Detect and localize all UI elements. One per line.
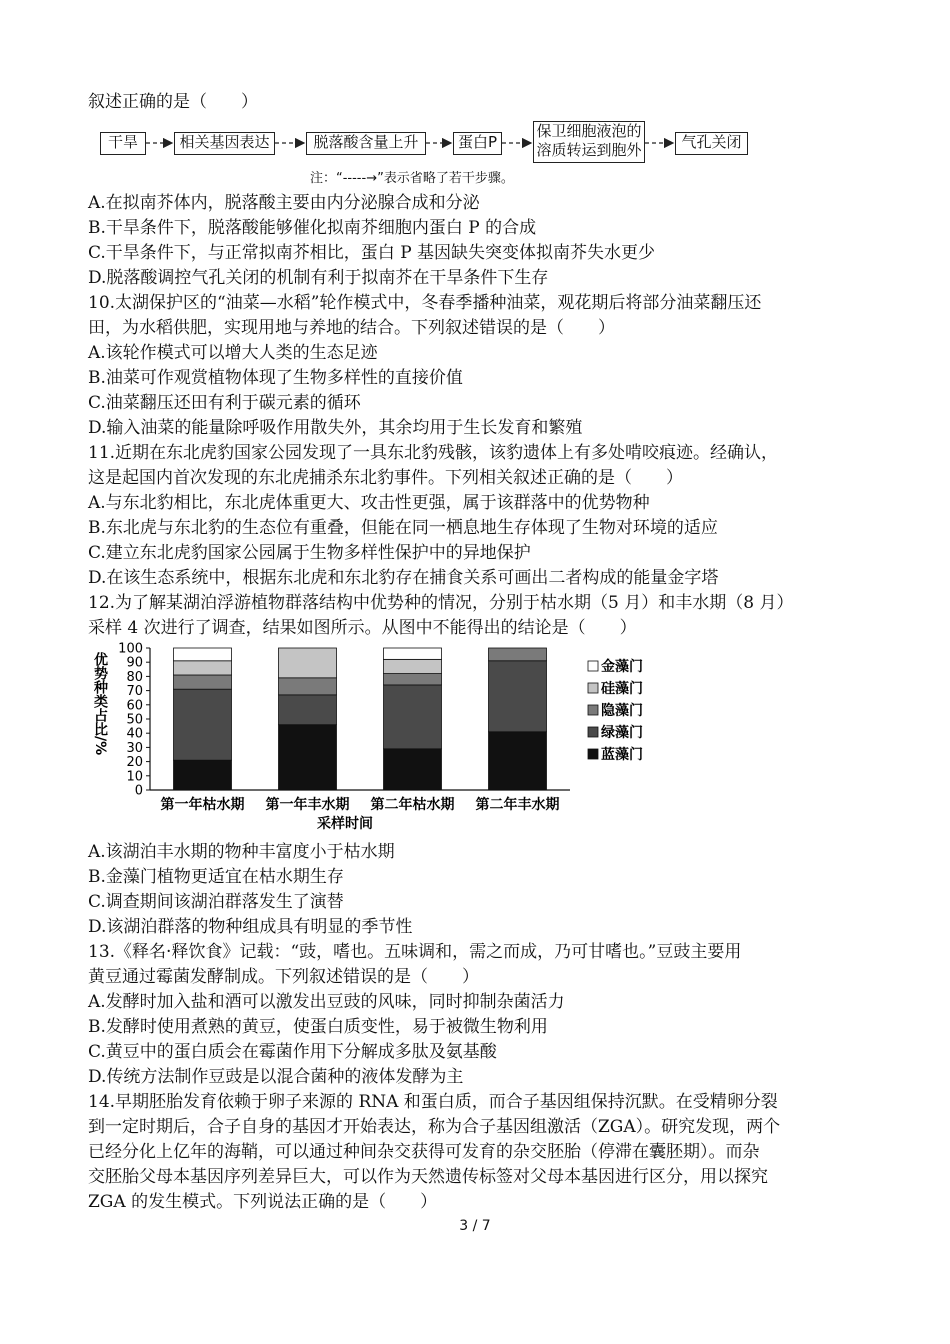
x-category-label: 第二年枯水期 bbox=[370, 797, 455, 813]
q10-option-a: A.该轮作模式可以增大人类的生态足迹 bbox=[88, 343, 378, 363]
q10-option-b: B.油菜可作观赏植物体现了生物多样性的直接价值 bbox=[88, 368, 463, 388]
q11-stem-line2: 这是起国内首次发现的东北虎捕杀东北豹事件。下列相关叙述正确的是（ ） bbox=[88, 468, 683, 488]
q11-option-d: D.在该生态系统中，根据东北虎和东北豹存在捕食关系可画出二者构成的能量金字塔 bbox=[88, 568, 719, 588]
bar-segment bbox=[384, 659, 442, 673]
q9-option-a: A.在拟南芥体内，脱落酸主要由内分泌腺合成和分泌 bbox=[88, 193, 480, 213]
flow-step-protein-p: 蛋白P bbox=[453, 132, 502, 155]
q12-option-b: B.金藻门植物更适宜在枯水期生存 bbox=[88, 867, 344, 887]
q10-option-d: D.输入油菜的能量除呼吸作用散失外，其余均用于生长发育和繁殖 bbox=[88, 418, 583, 438]
bar-segment bbox=[384, 749, 442, 790]
q11-option-a: A.与东北豹相比，东北虎体重更大、攻击性更强，属于该群落中的优势物种 bbox=[88, 493, 650, 513]
legend-swatch bbox=[588, 749, 598, 759]
q14-stem-line2: 到一定时期后，合子自身的基因才开始表达，称为合子基因组激活（ZGA）。研究发现，两个 bbox=[88, 1117, 781, 1137]
flow-step-drought: 干旱 bbox=[100, 132, 146, 155]
q14-stem-line1: 14.早期胚胎发育依赖于卵子来源的 RNA 和蛋白质，而合子基因组保持沉默。在受精卵分裂 bbox=[88, 1092, 778, 1112]
legend-swatch bbox=[588, 661, 598, 671]
page-number: 3 / 7 bbox=[459, 1218, 491, 1234]
y-tick-label: 40 bbox=[126, 726, 143, 742]
q9-option-b: B.干旱条件下，脱落酸能够催化拟南芥细胞内蛋白 P 的合成 bbox=[88, 218, 537, 238]
q13-option-c: C.黄豆中的蛋白质会在霉菌作用下分解成多肽及氨基酸 bbox=[88, 1042, 497, 1062]
x-category-label: 第一年丰水期 bbox=[265, 797, 350, 813]
q11-stem-line1: 11.近期在东北虎豹国家公园发现了一具东北豹残骸，该豹遗体上有多处啃咬痕迹。经确认， bbox=[88, 443, 779, 463]
q11-option-b: B.东北虎与东北豹的生态位有重叠，但能在同一栖息地生存体现了生物对环境的适应 bbox=[88, 518, 718, 538]
y-tick-label: 0 bbox=[134, 783, 143, 799]
flowchart-note: 注：“-----→”表示省略了若干步骤。 bbox=[310, 171, 514, 186]
q9-option-c: C.干旱条件下，与正常拟南芥相比，蛋白 P 基因缺失突变体拟南芥失水更少 bbox=[88, 243, 656, 263]
bar-segment bbox=[279, 648, 337, 678]
q14-stem-line4: 交胚胎父母本基因序列差异巨大，可以作为天然遗传标签对父母本基因进行区分，用以探究 bbox=[88, 1167, 768, 1187]
flow-step-gene-expression: 相关基因表达 bbox=[174, 132, 275, 155]
dominant-species-stacked-bar-chart bbox=[90, 640, 670, 840]
y-axis-label: 优势种类占比/% bbox=[92, 652, 108, 756]
q9-stem-tail: 叙述正确的是（ ） bbox=[88, 92, 258, 112]
bar-segment bbox=[174, 661, 232, 675]
y-tick-label: 70 bbox=[126, 684, 143, 700]
legend-label: 隐藻门 bbox=[601, 703, 643, 719]
q12-option-d: D.该湖泊群落的物种组成具有明显的季节性 bbox=[88, 917, 413, 937]
q14-stem-line5: ZGA 的发生模式。下列说法正确的是（ ） bbox=[88, 1192, 438, 1212]
q12-option-a: A.该湖泊丰水期的物种丰富度小于枯水期 bbox=[88, 842, 395, 862]
legend-label: 绿藻门 bbox=[601, 725, 643, 741]
q12-stem-line2: 采样 4 次进行了调查，结果如图所示。从图中不能得出的结论是（ ） bbox=[88, 618, 637, 638]
flow-step-stomata-close: 气孔关闭 bbox=[675, 132, 748, 155]
bar-segment bbox=[489, 661, 547, 732]
y-tick-label: 30 bbox=[126, 740, 143, 756]
q13-option-b: B.发酵时使用煮熟的黄豆，使蛋白质变性，易于被微生物利用 bbox=[88, 1017, 548, 1037]
q13-stem-line1: 13.《释名·释饮食》记载：“豉，嗜也。五味调和，需之而成，乃可甘嗜也。”豆豉主要用 bbox=[88, 942, 742, 962]
y-tick-label: 60 bbox=[126, 698, 143, 714]
flow-step-aba-rise: 脱落酸含量上升 bbox=[306, 132, 426, 155]
legend-swatch bbox=[588, 727, 598, 737]
x-category-label: 第二年丰水期 bbox=[475, 797, 560, 813]
legend-swatch bbox=[588, 705, 598, 715]
x-axis-label: 采样时间 bbox=[317, 816, 373, 832]
q13-stem-line2: 黄豆通过霉菌发酵制成。下列叙述错误的是（ ） bbox=[88, 967, 479, 987]
y-tick-label: 20 bbox=[126, 755, 143, 771]
y-tick-label: 90 bbox=[126, 655, 143, 671]
legend-label: 硅藻门 bbox=[601, 681, 643, 697]
legend-label: 金藻门 bbox=[601, 659, 643, 675]
q12-stem-line1: 12.为了解某湖泊浮游植物群落结构中优势种的情况，分别于枯水期（5 月）和丰水期（8 月） bbox=[88, 593, 794, 613]
bar-segment bbox=[489, 732, 547, 790]
bar-segment bbox=[489, 648, 547, 661]
y-tick-label: 100 bbox=[118, 641, 143, 657]
q10-stem-line1: 10.太湖保护区的“油菜—水稻”轮作模式中，冬春季播种油菜，观花期后将部分油菜翻压还 bbox=[88, 293, 762, 313]
q13-option-d: D.传统方法制作豆豉是以混合菌种的液体发酵为主 bbox=[88, 1067, 464, 1087]
y-tick-label: 80 bbox=[126, 669, 143, 685]
bar-segment bbox=[174, 675, 232, 689]
q9-option-d: D.脱落酸调控气孔关闭的机制有利于拟南芥在干旱条件下生存 bbox=[88, 268, 549, 288]
bar-segment bbox=[279, 695, 337, 725]
bar-segment bbox=[279, 725, 337, 790]
x-category-label: 第一年枯水期 bbox=[160, 797, 245, 813]
q11-option-c: C.建立东北虎豹国家公园属于生物多样性保护中的异地保护 bbox=[88, 543, 531, 563]
bar-segment bbox=[279, 678, 337, 695]
q10-option-c: C.油菜翻压还田有利于碳元素的循环 bbox=[88, 393, 361, 413]
bar-segment bbox=[384, 674, 442, 685]
y-tick-label: 50 bbox=[126, 712, 143, 728]
flow-step-solute-transport: 保卫细胞液泡的 溶质转运到胞外 bbox=[533, 121, 645, 163]
bar-segment bbox=[384, 685, 442, 749]
q12-option-c: C.调查期间该湖泊群落发生了演替 bbox=[88, 892, 344, 912]
q13-option-a: A.发酵时加入盐和酒可以激发出豆豉的风味，同时抑制杂菌活力 bbox=[88, 992, 565, 1012]
legend-label: 蓝藻门 bbox=[601, 747, 643, 763]
bar-segment bbox=[174, 689, 232, 760]
legend-swatch bbox=[588, 683, 598, 693]
q10-stem-line2: 田，为水稻供肥，实现用地与养地的结合。下列叙述错误的是（ ） bbox=[88, 318, 615, 338]
y-tick-label: 10 bbox=[126, 769, 143, 785]
q14-stem-line3: 已经分化上亿年的海鞘，可以通过种间杂交获得可发育的杂交胚胎（停滞在囊胚期）。而杂 bbox=[88, 1142, 760, 1162]
bar-segment bbox=[174, 760, 232, 790]
bar-segment bbox=[174, 648, 232, 661]
bar-segment bbox=[384, 648, 442, 659]
